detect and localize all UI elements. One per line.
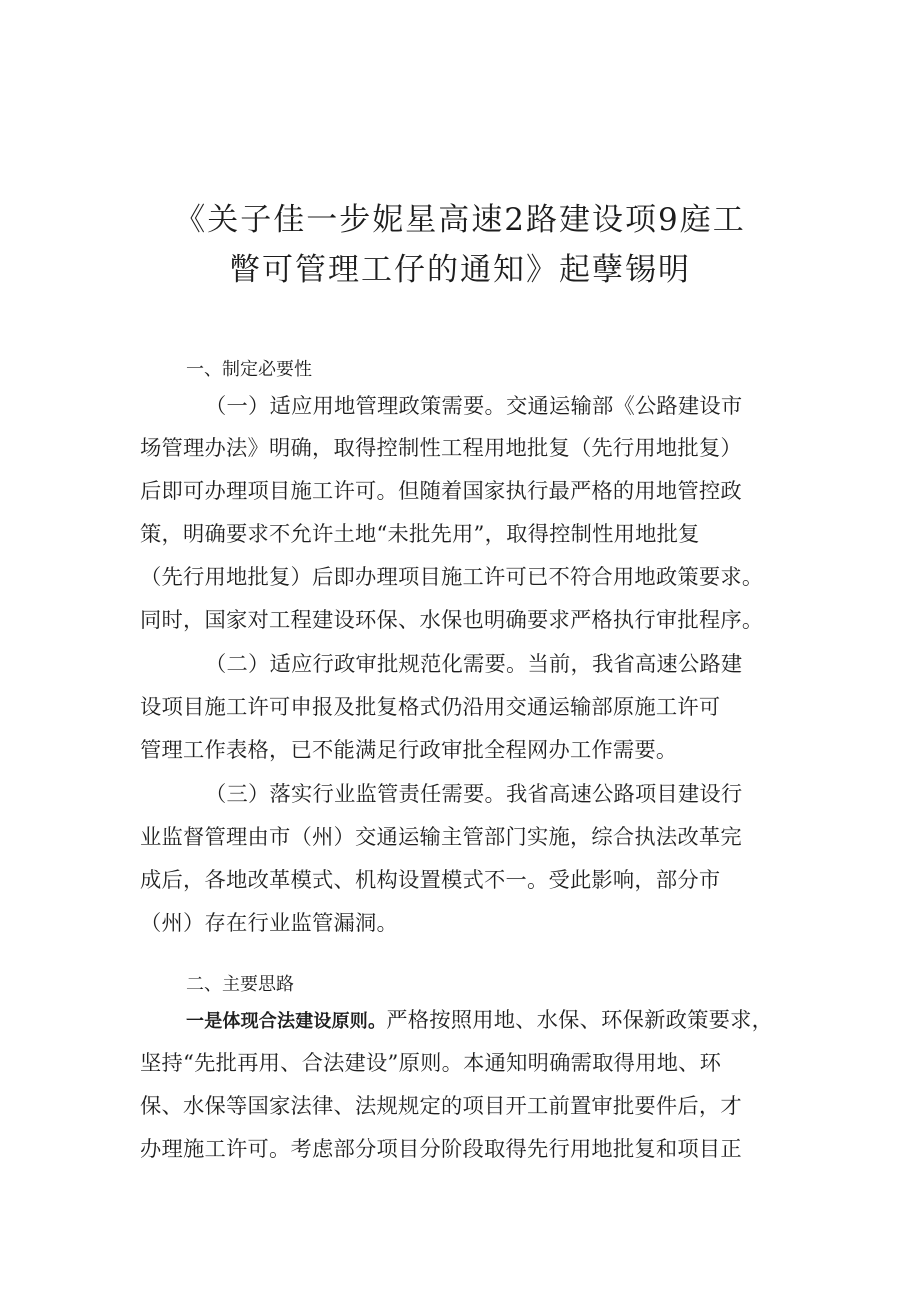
paragraph-line: （二）适应行政审批规范化需要。当前，我省高速公路建 <box>205 652 743 677</box>
paragraph-line: 设项目施工许可申报及批复格式仍沿用交通运输部原施工许可 <box>140 695 721 720</box>
document-title-line-2: 瞥可管理工仔的通知》起孽锡明 <box>229 252 691 288</box>
paragraph-line: 场管理办法》明确，取得控制性工程用地批复（先行用地批复） <box>140 436 742 461</box>
section-heading-necessity: 一、制定必要性 <box>186 359 312 380</box>
paragraph-line: （州）存在行业监管漏洞。 <box>140 911 398 936</box>
paragraph-line: 策，明确要求不允许土地“未批先用”，取得控制性用地批复 <box>140 522 700 547</box>
paragraph-line <box>186 1006 773 1037</box>
lead-continuation: 严格按照用地、水保、环保新政策要求， <box>386 1008 774 1033</box>
paragraph-line: 管理工作表格，已不能满足行政审批全程网办工作需要。 <box>140 738 678 763</box>
paragraph-line: 坚持“先批再用、合法建设”原则。本通知明确需取得用地、环 <box>140 1051 722 1076</box>
section-heading-main-ideas: 二、主要思路 <box>186 974 294 995</box>
paragraph-line: 保、水保等国家法律、法规规定的项目开工前置审批要件后，才 <box>140 1094 742 1119</box>
paragraph-line: （三）落实行业监管责任需要。我省高速公路项目建设行 <box>205 782 743 807</box>
paragraph-line: 成后，各地改革模式、机构设置模式不一。受此影响，部分市 <box>140 868 721 893</box>
paragraph-line: 同时，国家对工程建设环保、水保也明确要求严格执行审批程序。 <box>140 608 764 633</box>
document-title-line-1: 《关子佳一步妮星高速2路建设项9庭工 <box>174 202 746 238</box>
paragraph-line: 业监督管理由市（州）交通运输主管部门实施，综合执法改革完 <box>140 825 742 850</box>
paragraph-line: 办理施工许可。考虑部分项目分阶段取得先行用地批复和项目正 <box>140 1137 742 1162</box>
paragraph-line: （先行用地批复）后即办理项目施工许可已不符合用地政策要求。 <box>140 565 764 590</box>
paragraph-line: 后即可办理项目施工许可。但随着国家执行最严格的用地管控政 <box>140 479 742 504</box>
paragraph-line: （一）适应用地管理政策需要。交通运输部《公路建设市 <box>205 394 743 419</box>
lead-phrase: 一是体现合法建设原则。 <box>186 1011 387 1032</box>
